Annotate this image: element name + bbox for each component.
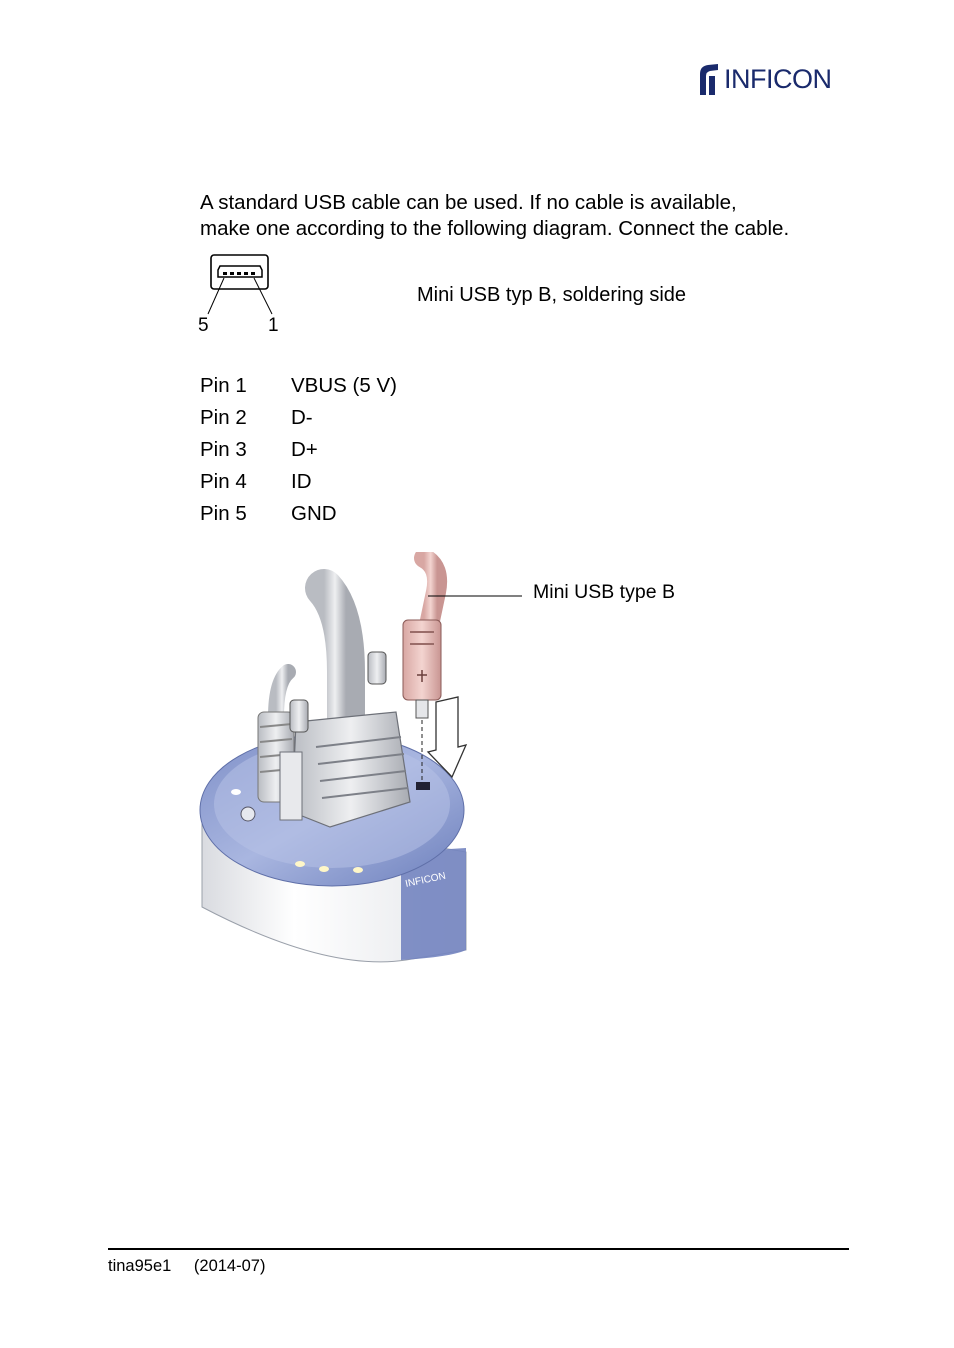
gauge-device-drawing — [196, 552, 676, 972]
pin-1-label: 1 — [268, 315, 279, 336]
pin-row — [200, 406, 397, 438]
inficon-logo-icon — [694, 62, 722, 96]
pin-signal: VBUS (5 V) — [291, 374, 397, 397]
mini-usb-callout: Mini USB type B — [533, 581, 675, 603]
pin-signal: GND — [291, 502, 337, 525]
device-brand-label: INFICON — [404, 870, 447, 890]
pin-5-label: 5 — [198, 315, 209, 336]
pin-row — [200, 470, 397, 502]
brand-name: INFICON — [724, 64, 832, 94]
pin-number: Pin 2 — [200, 406, 247, 429]
mini-usb-connector-icon — [196, 252, 296, 322]
device-cable-illustration — [196, 552, 676, 972]
inficon-logo — [694, 60, 846, 98]
pin-row — [200, 374, 397, 406]
pin-row — [200, 502, 397, 534]
document-date: (2014-07) — [193, 1257, 266, 1275]
pin-signal: ID — [291, 470, 312, 493]
footer — [108, 1257, 265, 1276]
document-id: tina95e1 — [108, 1257, 172, 1275]
pin-assignment-list — [200, 374, 397, 534]
pin-signal: D+ — [291, 438, 318, 461]
pin-number: Pin 5 — [200, 502, 247, 525]
pin-number: Pin 4 — [200, 470, 247, 493]
connector-caption: Mini USB typ B, soldering side — [417, 284, 687, 306]
intro-line-1: A standard USB cable can be used. If no cable is available, — [200, 191, 737, 214]
intro-line-2: make one according to the following diagram. Connect the cable. — [200, 217, 790, 240]
footer-divider — [108, 1248, 849, 1250]
pin-number: Pin 3 — [200, 438, 247, 461]
pin-signal: D- — [291, 406, 313, 429]
intro-paragraph — [200, 190, 860, 242]
pin-number: Pin 1 — [200, 374, 247, 397]
pin-row — [200, 438, 397, 470]
mini-usb-pin-diagram — [196, 252, 296, 342]
